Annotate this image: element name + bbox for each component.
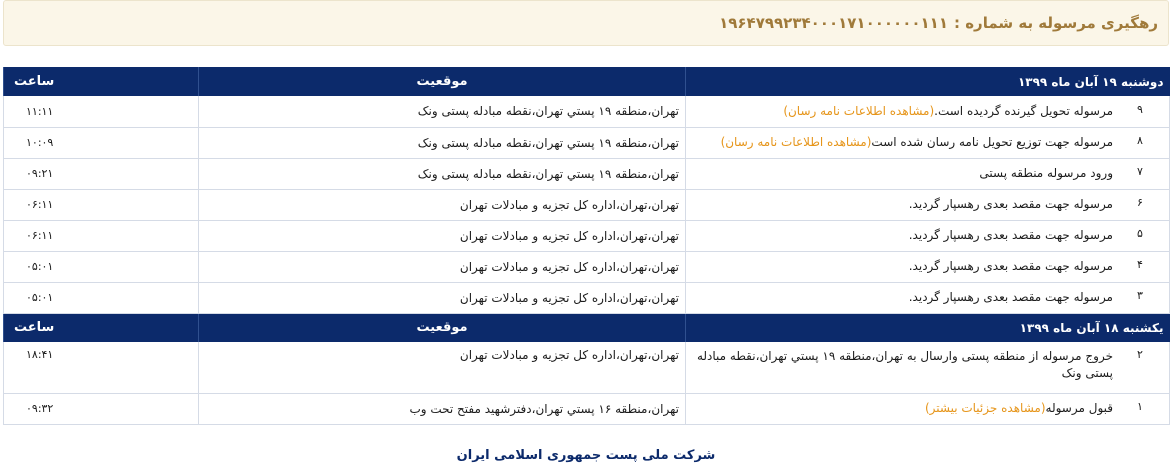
day-header: [4, 67, 1170, 96]
table-row: [4, 158, 1170, 189]
day-label: دوشنبه ۱۹ آبان ماه ۱۳۹۹: [686, 67, 1170, 96]
event-location: تهران،تهران،اداره کل تجزیه و مبادلات تهران: [199, 220, 686, 251]
tracking-number: ۱۹۶۴۷۹۹۲۳۴۰۰۰۱۷۱۰۰۰۰۰۰۱۱۱: [719, 14, 948, 32]
row-number: ۷: [1137, 165, 1143, 178]
tracking-table: [3, 67, 1170, 425]
time-column-header: ساعت: [4, 67, 199, 96]
row-number: ۱: [1137, 400, 1143, 413]
table-row: [4, 96, 1170, 127]
time-column-header: ساعت: [4, 313, 199, 342]
table-row: [4, 342, 1170, 393]
tracking-title: رهگیری مرسوله به شماره :: [953, 14, 1158, 32]
table-row: [4, 127, 1170, 158]
event-time: ۱۱:۱۱: [4, 96, 199, 127]
event-description: مرسوله جهت مقصد بعدی رهسپار گردید.: [908, 228, 1113, 242]
event-description: مرسوله جهت مقصد بعدی رهسپار گردید.: [908, 197, 1113, 211]
view-postman-info-link[interactable]: (مشاهده اطلاعات نامه رسان): [783, 103, 935, 118]
table-row: [4, 251, 1170, 282]
row-number: ۳: [1137, 289, 1143, 302]
row-number: ۲: [1137, 348, 1143, 361]
row-number: ۸: [1137, 134, 1143, 147]
tracking-header: [3, 0, 1169, 46]
event-location: تهران،منطقه ۱۹ پستي تهران،نقطه مبادله پستی ونک: [199, 127, 686, 158]
event-description: مرسوله جهت مقصد بعدی رهسپار گردید.: [908, 259, 1113, 273]
event-time: ۰۹:۲۱: [4, 158, 199, 189]
event-location: تهران،تهران،اداره کل تجزیه و مبادلات تهران: [199, 342, 686, 393]
event-description: مرسوله جهت مقصد بعدی رهسپار گردید.: [908, 290, 1113, 304]
event-time: ۰۶:۱۱: [4, 189, 199, 220]
event-description: خروج مرسوله از منطقه پستی وارسال به تهران،منطقه ۱۹ پستي تهران،نقطه مبادله پستی ونک: [696, 349, 1113, 380]
event-description: ورود مرسوله منطقه پستی: [979, 166, 1113, 180]
table-row: [4, 393, 1170, 424]
event-description: مرسوله تحویل گیرنده گردیده است.: [934, 103, 1113, 118]
event-time: ۰۶:۱۱: [4, 220, 199, 251]
event-time: ۰۵:۰۱: [4, 282, 199, 313]
row-number: ۹: [1137, 102, 1143, 116]
row-number: ۶: [1137, 196, 1143, 209]
table-row: [4, 189, 1170, 220]
event-location: تهران،منطقه ۱۹ پستي تهران،نقطه مبادله پستی ونک: [199, 96, 686, 127]
event-time: ۱۰:۰۹: [4, 127, 199, 158]
table-row: [4, 282, 1170, 313]
table-row: [4, 220, 1170, 251]
event-location: تهران،منطقه ۱۹ پستي تهران،نقطه مبادله پستی ونک: [199, 158, 686, 189]
row-number: ۴: [1137, 258, 1143, 271]
location-column-header: موقعیت: [199, 67, 686, 96]
view-postman-info-link[interactable]: (مشاهده اطلاعات نامه رسان): [720, 135, 872, 149]
event-description: مرسوله جهت توزیع تحویل نامه رسان شده است: [871, 135, 1113, 149]
event-location: تهران،تهران،اداره کل تجزیه و مبادلات تهران: [199, 282, 686, 313]
location-column-header: موقعیت: [199, 313, 686, 342]
event-description: قبول مرسوله: [1045, 401, 1113, 415]
event-location: تهران،تهران،اداره کل تجزیه و مبادلات تهران: [199, 251, 686, 282]
event-time: ۰۹:۳۲: [4, 393, 199, 424]
event-time: ۱۸:۴۱: [4, 342, 199, 393]
event-location: تهران،منطقه ۱۶ پستي تهران،دفترشهید مفتح تحت وب: [199, 393, 686, 424]
day-header: [4, 313, 1170, 342]
row-number: ۵: [1137, 227, 1143, 240]
footer-company-name: شرکت ملی پست جمهوری اسلامی ایران: [456, 448, 716, 463]
day-label: یکشنبه ۱۸ آبان ماه ۱۳۹۹: [686, 313, 1170, 342]
event-time: ۰۵:۰۱: [4, 251, 199, 282]
view-more-details-link[interactable]: (مشاهده جزئیات بیشتر): [924, 401, 1046, 415]
event-location: تهران،تهران،اداره کل تجزیه و مبادلات تهران: [199, 189, 686, 220]
